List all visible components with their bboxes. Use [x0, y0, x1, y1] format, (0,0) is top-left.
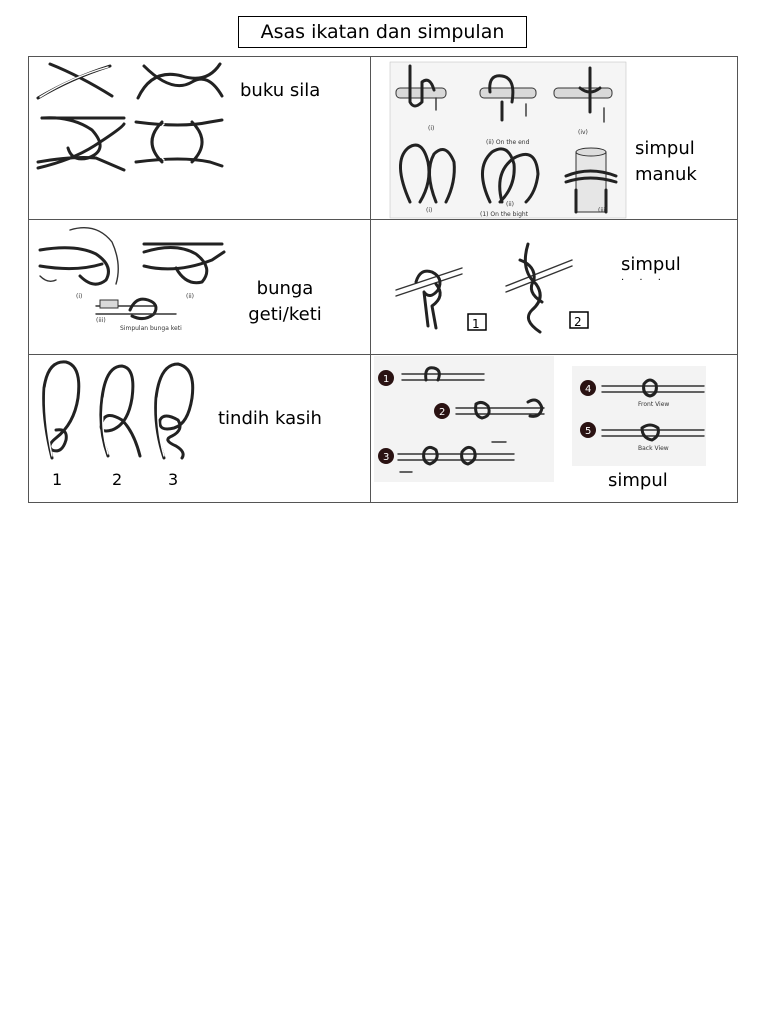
page-title: Asas ikatan dan simpulan — [238, 16, 527, 48]
simpul-row2-line1: simpul — [621, 254, 681, 275]
tindih-step-2: 2 — [112, 470, 123, 489]
table-border-left — [28, 56, 29, 503]
bunga-keti-illustration — [36, 224, 232, 336]
tindih-kasih-label: tindih kasih — [218, 408, 322, 429]
table-border-top — [28, 56, 738, 57]
bunga-keti-line1: bunga — [256, 278, 314, 299]
svg-text:(iii): (iii) — [96, 317, 106, 324]
svg-text:2: 2 — [574, 315, 582, 329]
bunga-keti-line2: geti/keti — [248, 304, 322, 325]
tindih-kasih-illustration — [32, 358, 210, 468]
svg-text:1: 1 — [472, 317, 480, 331]
simpul-manuk-line2: manuk — [635, 164, 697, 185]
svg-text:Front View: Front View — [638, 401, 670, 408]
table-row-divider-1 — [28, 219, 738, 220]
simpul-row2-label — [621, 252, 681, 286]
bunga-keti-label — [240, 276, 330, 328]
table-border-right — [737, 56, 738, 503]
svg-text:(ii): (ii) — [186, 293, 195, 300]
table-column-divider — [370, 56, 371, 503]
simpul-row3-steps-4-5-illustration — [572, 366, 706, 466]
buku-sila-illustration — [32, 58, 230, 208]
svg-text:(i): (i) — [76, 293, 83, 300]
svg-text:4: 4 — [585, 384, 592, 395]
simpul-row2-illustration — [396, 240, 596, 340]
svg-text:2: 2 — [439, 407, 446, 418]
svg-text:(ii) On the end: (ii) On the end — [486, 139, 530, 146]
svg-text:3: 3 — [383, 452, 390, 463]
simpul-row2-line2-clipped: · · · — [621, 275, 667, 286]
tindih-step-3: 3 — [168, 470, 179, 489]
svg-text:(1) On the bight: (1) On the bight — [480, 211, 529, 218]
svg-text:5: 5 — [585, 426, 592, 437]
svg-text:(iii): (iii) — [598, 207, 608, 214]
table-row-divider-2 — [28, 354, 738, 355]
svg-text:Back View: Back View — [638, 445, 669, 452]
tindih-step-1: 1 — [52, 470, 63, 489]
svg-text:(i): (i) — [428, 125, 435, 132]
svg-text:(ii): (ii) — [506, 201, 515, 208]
simpul-row3-label: simpul — [608, 470, 668, 491]
svg-text:Simpulan bunga keti: Simpulan bunga keti — [120, 325, 182, 332]
simpul-row3-steps-1-3-illustration — [374, 356, 554, 482]
table-border-bottom — [28, 502, 738, 503]
simpul-manuk-label — [635, 136, 697, 188]
svg-text:(i): (i) — [426, 207, 433, 214]
buku-sila-label: buku sila — [240, 80, 321, 101]
simpul-manuk-line1: simpul — [635, 138, 695, 159]
svg-text:(iv): (iv) — [578, 129, 588, 136]
simpul-manuk-illustration — [390, 62, 626, 218]
svg-text:1: 1 — [383, 374, 390, 385]
